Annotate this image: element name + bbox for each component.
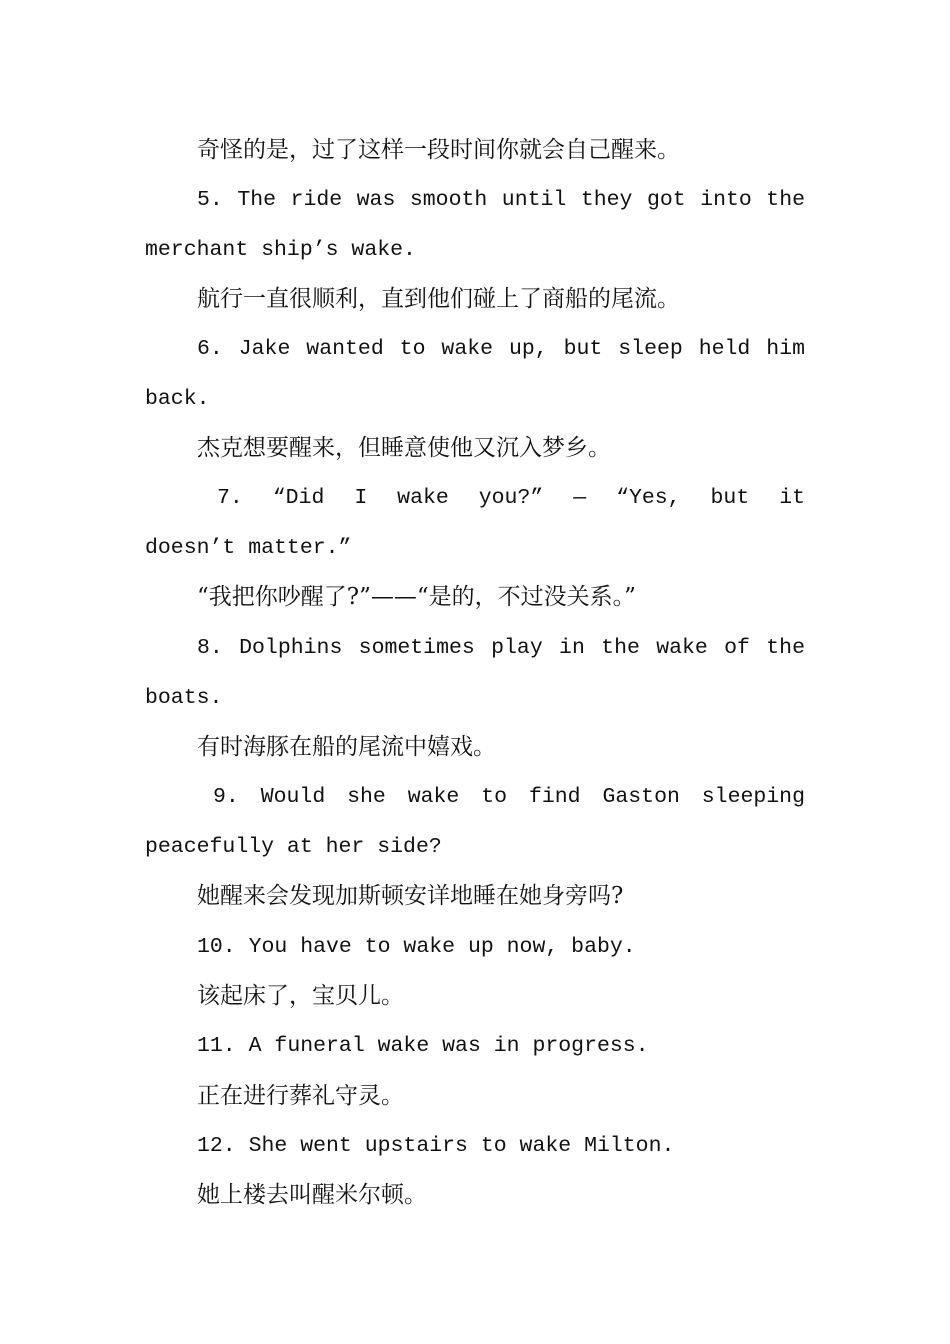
translation-line: 杰克想要醒来，但睡意使他又沉入梦乡。 — [197, 435, 611, 461]
example-sentence-11: 11. A funeral wake was in progress. — [197, 1034, 649, 1058]
example-sentence-8-line-1: 8. Dolphins sometimes play in the wake of the — [197, 636, 805, 660]
translation-line: 正在进行葬礼守灵。 — [197, 1083, 404, 1109]
example-sentence-6-line-2: back. — [145, 387, 210, 411]
translation-line: 有时海豚在船的尾流中嬉戏。 — [197, 734, 496, 760]
translation-line: 该起床了，宝贝儿。 — [197, 983, 404, 1009]
translation-line: 她醒来会发现加斯顿安详地睡在她身旁吗? — [197, 883, 624, 909]
example-sentence-9-line-2: peacefully at her side? — [145, 835, 442, 859]
example-sentence-12: 12. She went upstairs to wake Milton. — [197, 1134, 675, 1158]
example-sentence-5-line-2: merchant ship’s wake. — [145, 238, 416, 262]
translation-line: 她上楼去叫醒米尔顿。 — [197, 1182, 427, 1208]
example-sentence-7-line-1: 7. “Did I wake you?” — “Yes, but it — [217, 486, 805, 510]
translation-line: “我把你吵醒了?”——“是的，不过没关系。” — [197, 584, 636, 610]
example-sentence-8-line-2: boats. — [145, 686, 223, 710]
example-sentence-7-line-2: doesn’t matter.” — [145, 536, 352, 560]
example-sentence-9-line-1: 9. Would she wake to find Gaston sleeping — [213, 785, 805, 809]
translation-line: 奇怪的是，过了这样一段时间你就会自己醒来。 — [197, 137, 680, 163]
translation-line: 航行一直很顺利，直到他们碰上了商船的尾流。 — [197, 286, 680, 312]
example-sentence-5-line-1: 5. The ride was smooth until they got into the — [197, 188, 805, 212]
example-sentence-10: 10. You have to wake up now, baby. — [197, 935, 636, 959]
example-sentence-6-line-1: 6. Jake wanted to wake up, but sleep held him — [197, 337, 805, 361]
